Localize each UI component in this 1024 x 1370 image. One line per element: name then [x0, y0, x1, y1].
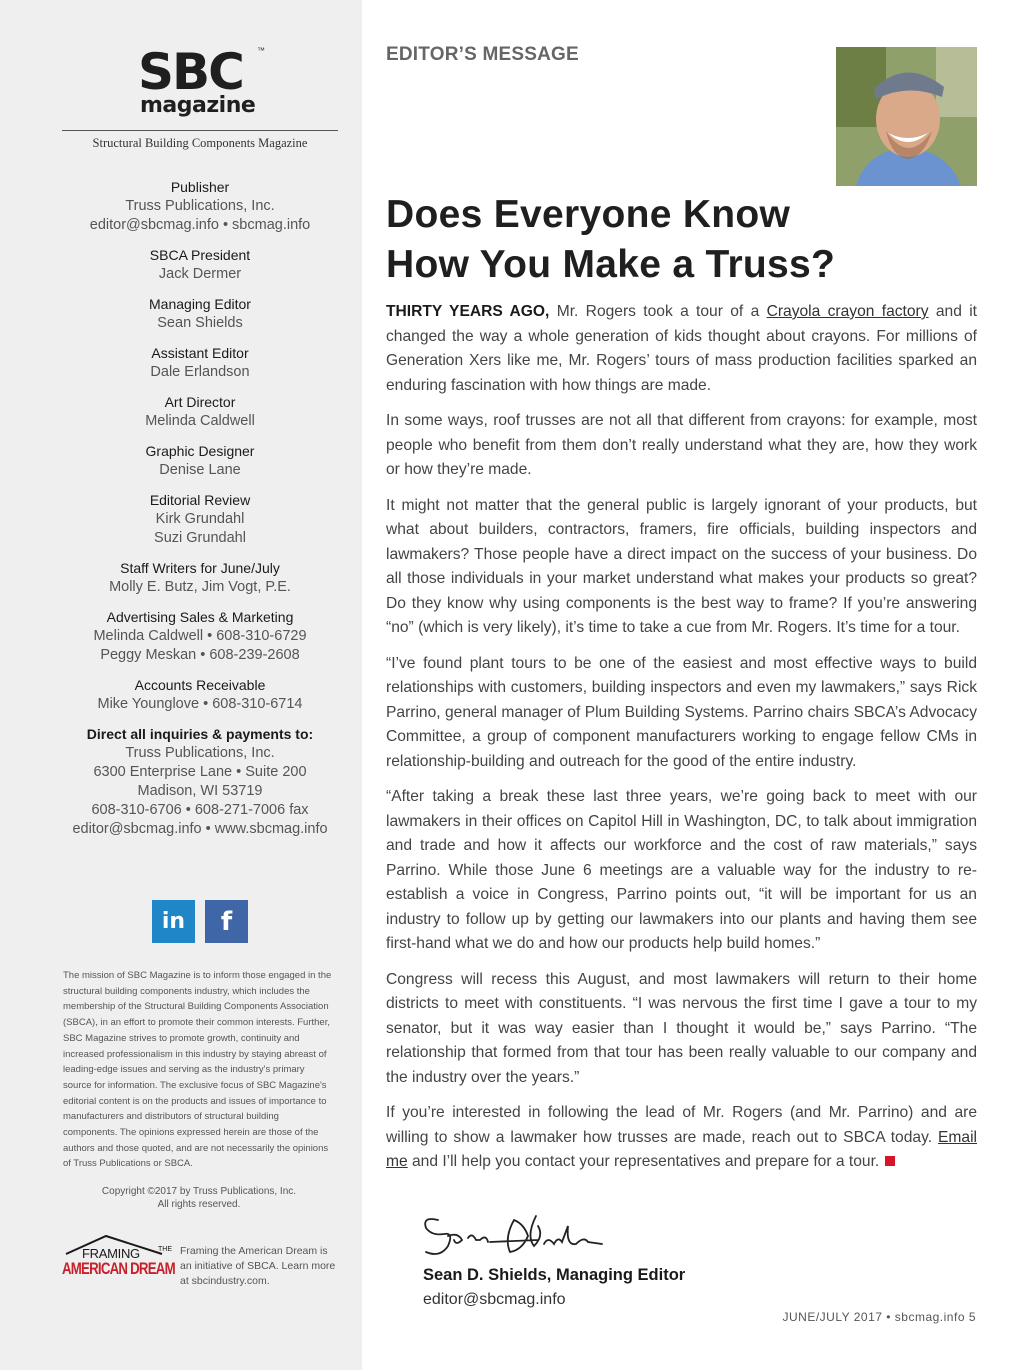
sidebar: [0, 0, 362, 1370]
masthead-line: Dale Erlandson: [150, 364, 250, 380]
email-me-link[interactable]: Email me: [386, 1128, 977, 1170]
copyright-line: All rights reserved.: [157, 1199, 241, 1210]
signature-email[interactable]: editor@sbcmag.info: [423, 1291, 566, 1308]
paragraph-text: and I’ll help you contact your representatives and prepare for a tour.: [407, 1153, 880, 1170]
masthead-group: [40, 442, 360, 480]
masthead-line: Jack Dermer: [158, 266, 242, 282]
masthead-line: Melinda Caldwell: [145, 413, 255, 429]
social-links: [152, 900, 248, 943]
masthead-group: [40, 491, 360, 548]
copyright-line: Copyright ©2017 by Truss Publications, Inc.: [101, 1186, 297, 1197]
paragraph: [386, 1101, 977, 1175]
mission-statement: The mission of SBC Magazine is to inform those engaged in the structural building components industry, which includes the membership of the Structural Building Components Association (SBCA), in an effort to promote their common interests. Further, SBC Magazine strives to promote growth, continuity and increased professionalism in this industry by staying abreast of leading-edge issues and serving as the industry's primary source for information. The exclusive focus of SBC Magazine's editorial content is on the products and issues of importance to manufacturers and distributors of structural building components. The opinions expressed herein are those of the authors and those quoted, and are not necessarily the opinions of Truss Publications or SBCA.: [63, 970, 332, 1170]
headline-line: How You Make a Truss?: [386, 243, 836, 286]
masthead-group: [40, 344, 360, 382]
paragraph: “I’ve found plant tours to be one of the easiest and most effective ways to build relationships with customers, building inspectors and even my lawmakers,” says Rick Parrino, general manager of Plum Building Systems. Parrino chairs SBCA’s Advocacy Committee, a group of component manufacturers working to engage fellow CMs in relationship-building and outreach for the good of the entire industry.: [386, 654, 977, 770]
contact-line: Madison, WI 53719: [137, 783, 263, 799]
headline-line: Does Everyone Know: [386, 193, 791, 236]
logo-trademark: ™: [257, 46, 265, 55]
masthead-group: [40, 559, 360, 597]
paragraph: In some ways, roof trusses are not all that different from crayons: for example, most people who benefit from them don’t really understand what they are, how they work or how they’re made.: [386, 412, 977, 478]
logo-tagline: Structural Building Components Magazine: [92, 136, 308, 150]
masthead-title: Editorial Review: [149, 492, 251, 508]
contact-line: Truss Publications, Inc.: [125, 745, 275, 761]
contact-line: 608-310-6706 • 608-271-7006 fax: [91, 802, 309, 818]
masthead-line: Molly E. Butz, Jim Vogt, P.E.: [109, 579, 291, 595]
masthead-group: [40, 393, 360, 431]
masthead-title: Staff Writers for June/July: [120, 560, 280, 576]
fad-bottom-text: AMERICAN DREAM: [62, 1259, 175, 1278]
paragraph-text: and it changed the way a whole generation of kids thought about crayons. For millions of Generation Xers like me, Mr. Rogers’ tours of mass production facilities sparked an enduring fascination with how things are made.: [386, 303, 977, 394]
copyright: [63, 1185, 335, 1211]
paragraph: [386, 300, 977, 398]
contact-title: Direct all inquiries & payments to:: [86, 726, 314, 742]
article-headline: [386, 190, 946, 290]
masthead-title: Assistant Editor: [151, 345, 249, 361]
contact-line[interactable]: editor@sbcmag.info • www.sbcmag.info: [72, 821, 328, 837]
framing-american-dream-logo: [62, 1232, 180, 1288]
masthead-line: Melinda Caldwell • 608-310-6729: [93, 628, 307, 644]
masthead-line: Mike Younglove • 608-310-6714: [97, 696, 303, 712]
fad-top-text: FRAMING: [82, 1246, 140, 1261]
paragraph-text: Mr. Rogers took a tour of a: [549, 303, 767, 320]
page-footer: JUNE/JULY 2017 • sbcmag.info 5: [782, 1310, 976, 1324]
masthead-line: Suzi Grundahl: [154, 530, 246, 546]
fad-the-text: THE: [158, 1246, 172, 1253]
fad-description: Framing the American Dream is an initiative of SBCA. Learn more at sbcindustry.com.: [180, 1245, 336, 1287]
contact-line: 6300 Enterprise Lane • Suite 200: [93, 764, 307, 780]
masthead-line: Truss Publications, Inc.: [125, 198, 275, 214]
main-content: [362, 0, 1024, 1370]
paragraph: Congress will recess this August, and most lawmakers will return to their home districts to meet with constituents. “I was nervous the first time I gave a tour to my senator, but it was way easier than I thought it would be,” says Parrino. “The relationship that formed from that tour has been really valuable to our company and the industry over the years.”: [386, 970, 977, 1086]
contact-block: [40, 725, 360, 839]
article-body: [386, 300, 977, 1186]
logo-sub: magazine: [140, 93, 256, 118]
logo-wordmark: SBC: [138, 43, 243, 101]
logo-divider: [62, 130, 338, 131]
handwritten-signature: [418, 1206, 608, 1262]
masthead-title: SBCA President: [149, 247, 251, 263]
masthead: [40, 178, 360, 850]
masthead-line: Kirk Grundahl: [155, 511, 245, 527]
paragraph: “After taking a break these last three years, we’re going back to meet with our lawmakers in their offices on Capitol Hill in Washington, DC, to talk about immigration and trade and how it affects our workforce and the cost of raw materials,” says Parrino. While those June 6 meetings are a valuable way for the industry to re-establish a voice in Congress, Parrino points out, “it will be important for us an industry to follow up by getting our lawmakers into our plants and having them see first-hand what we do and how our products help build homes.”: [386, 788, 977, 952]
linkedin-icon[interactable]: in: [152, 900, 195, 943]
signature-name: Sean D. Shields, Managing Editor: [423, 1266, 686, 1284]
editor-photo: [836, 47, 977, 186]
masthead-line: Peggy Meskan • 608-239-2608: [100, 647, 300, 663]
masthead-group: [40, 178, 360, 235]
masthead-group: [40, 295, 360, 333]
end-mark-icon: [885, 1156, 895, 1166]
masthead-line: Sean Shields: [157, 315, 243, 331]
masthead-title: Graphic Designer: [145, 443, 255, 459]
masthead-line: Denise Lane: [159, 462, 241, 478]
section-label: EDITOR’S MESSAGE: [386, 44, 579, 65]
crayola-link[interactable]: Crayola crayon factory: [766, 303, 929, 320]
masthead-title: Advertising Sales & Marketing: [106, 609, 294, 625]
masthead-title: Publisher: [170, 179, 230, 195]
masthead-group: [40, 676, 360, 714]
masthead-title: Art Director: [164, 394, 236, 410]
lead-in: THIRTY YEARS AGO,: [386, 303, 550, 320]
paragraph: It might not matter that the general public is largely ignorant of your products, but what about builders, contractors, framers, fire officials, building inspectors and lawmakers? Those people have a direct impact on the success of your business. Do all those individuals in your market understand what makes your products so great? Do they know why using components is the best way to frame? If you’re answering “no” (which is very likely), it’s time to take a cue from Mr. Rogers. It’s time for a tour.: [386, 496, 977, 636]
masthead-group: [40, 246, 360, 284]
editor-portrait-icon: [836, 47, 977, 186]
paragraph-text: If you’re interested in following the lead of Mr. Rogers (and Mr. Parrino) and are willing to show a lawmaker how trusses are made, reach out to SBCA today.: [386, 1104, 977, 1146]
masthead-title: Accounts Receivable: [134, 677, 266, 693]
masthead-title: Managing Editor: [149, 296, 251, 312]
masthead-group: [40, 608, 360, 665]
masthead-line[interactable]: editor@sbcmag.info • sbcmag.info: [89, 217, 311, 233]
facebook-icon[interactable]: f: [205, 900, 248, 943]
